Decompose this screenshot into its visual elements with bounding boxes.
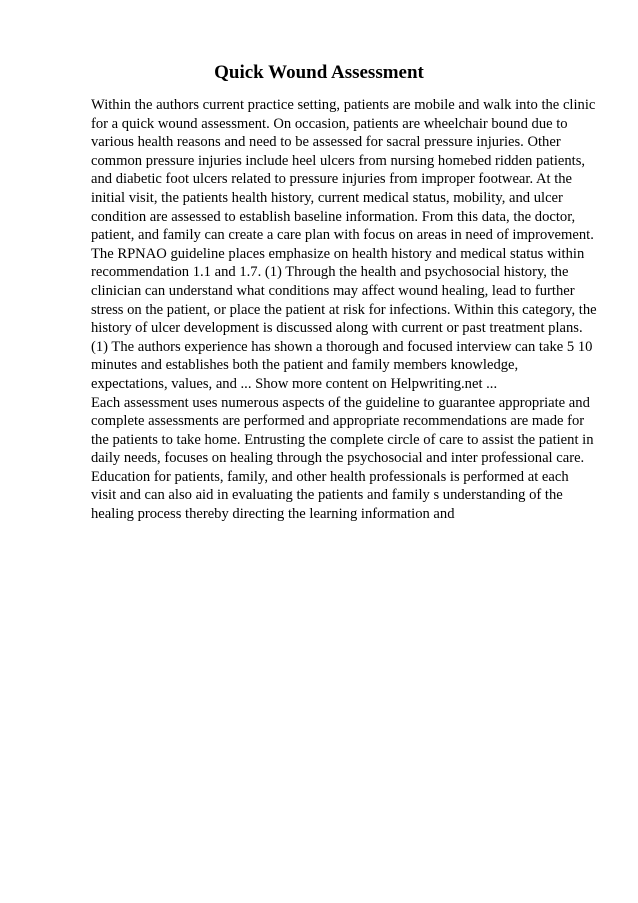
paragraph-2: Each assessment uses numerous aspects of the guideline to guarantee appropriate and complete assessments are performed and appropriate recommendations are made for the patients to take home. Entrusting the complete circle of care to assist the patient in daily needs, focuses on healing through the psychosocial and inter professional care. Education for patients, family, and other health professionals is performed at each visit and can also aid in evaluating the patients and family s understanding of the healing process thereby directing the learning information and bbox=[91, 394, 594, 523]
paragraph-1: Within the authors current practice setting, patients are mobile and walk into the clinic for a quick wound assessment. On occasion, patients are wheelchair bound due to various health reasons and need to be assessed for sacral pressure injuries. Other common pressure injuries include heel ulcers from nursing homebed ridden patients, and diabetic foot ulcers related to pressure injuries from improper footwear. At the initial visit, the patients health history, current medical status, mobility, and ulcer condition are assessed to establish baseline information. From this data, the doctor, patient, and family can create a care plan with focus on areas in need of improvement. The RPNAO guideline places emphasize on health history and medical status within recommendation 1.1 and 1.7. (1) Through the health and psychosocial history, the clinician can understand what conditions may affect wound healing, lead to further stress on the patient, or place the patient at risk for infections. Within this category, the history of ulcer development is discussed along with current or past treatment plans. (1) The authors experience has shown a thorough and focused interview can take 5 10 minutes and establishes both the patient and family members knowledge, expectations, values, and ... Show more content on Helpwriting.net ... bbox=[91, 97, 597, 392]
document-title: Quick Wound Assessment bbox=[214, 62, 424, 83]
document-body bbox=[91, 96, 597, 524]
